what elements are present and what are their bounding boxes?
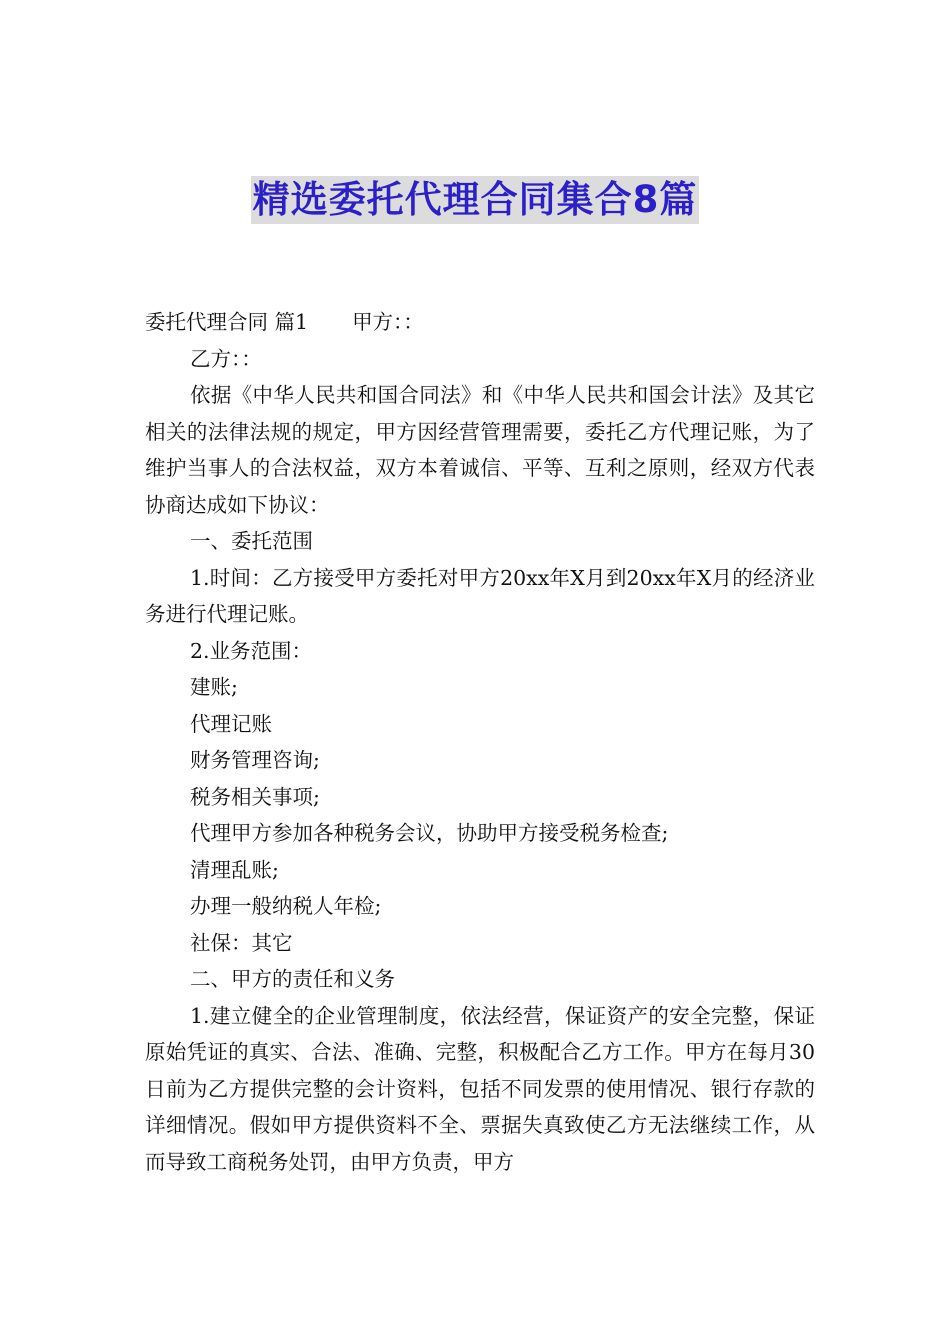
list-item: 税务相关事项; <box>190 784 320 809</box>
title-area <box>0 176 950 224</box>
section-heading: 一、委托范围 <box>190 529 313 553</box>
list-item: 代理记账 <box>190 711 272 736</box>
first-line <box>145 304 815 341</box>
paragraph: 1.建立健全的企业管理制度，依法经营，保证资产的安全完整，保证原始凭证的真实、合法、准确、完整，积极配合乙方工作。甲方在每月30日前为乙方提供完整的会计资料，包括不同发票的使用情况、银行存款的详细情况。假如甲方提供资料不全、票据失真致使乙方无法继续工作，从而导致工商税务处罚，由甲方负责，甲方 <box>145 1003 815 1174</box>
paragraph: 2.业务范围： <box>190 638 313 663</box>
contract-heading: 委托代理合同 篇1 <box>145 310 309 334</box>
list-item: 办理一般纳税人年检; <box>190 894 382 918</box>
list-item: 财务管理咨询; <box>190 748 320 772</box>
section-heading: 二、甲方的责任和义务 <box>190 967 395 991</box>
paragraph: 依据《中华人民共和国合同法》和《中华人民共和国会计法》及其它相关的法律法规的规定，甲方因经营管理需要，委托乙方代理记账，为了维护当事人的合法权益，双方本着诚信、平等、互利之原则，经双方代表协商达成如下协议： <box>145 383 815 517</box>
list-item: 代理甲方参加各种税务会议，协助甲方接受税务检查; <box>190 821 669 845</box>
document-body <box>145 304 815 1180</box>
list-item: 社保：其它 <box>190 930 293 955</box>
paragraph: 乙方：： <box>190 346 262 371</box>
list-item: 建账; <box>190 675 238 699</box>
party-a-label: 甲方：： <box>352 310 424 334</box>
list-item: 清理乱账; <box>190 857 279 882</box>
document-title: 精选委托代理合同集合8篇 <box>251 176 700 224</box>
paragraph: 1.时间：乙方接受甲方委托对甲方20xx年X月到20xx年X月的经济业务进行代理记账。 <box>145 565 815 626</box>
